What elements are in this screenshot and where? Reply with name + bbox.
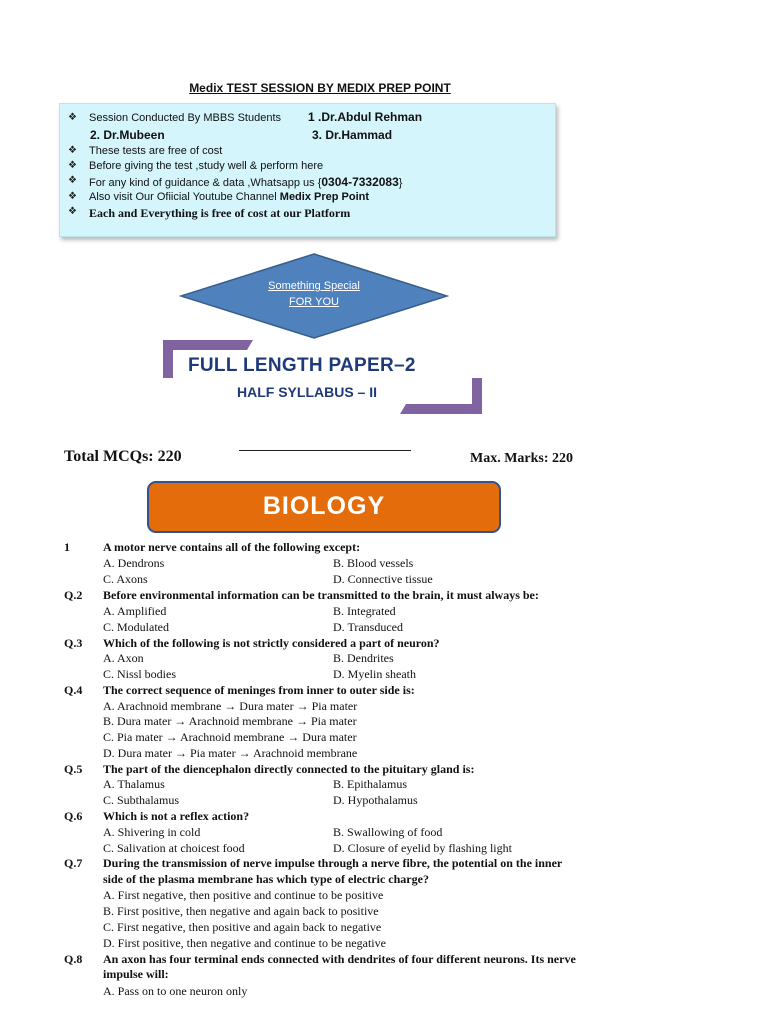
option-a: A. Shivering in cold [103,825,201,839]
question-number: Q.4 [64,683,83,697]
option-d: D. Closure of eyelid by flashing light [333,841,512,855]
option-d: D. Connective tissue [333,572,433,586]
bullet-icon: ❖ [68,112,77,123]
bullet-icon: ❖ [68,175,77,186]
special-line-2: FOR YOU [289,296,339,308]
option-c: C. Subthalamus [103,793,180,807]
option-d: D. Transduced [333,620,404,634]
question-text: The part of the diencephalon directly connected to the pituitary gland is: [103,762,475,776]
bullet-icon: ❖ [68,206,77,217]
special-line-1: Something Special [268,280,360,292]
session-title: Medix TEST SESSION BY MEDIX PREP POINT [189,81,451,95]
option-d: D. Hypothalamus [333,793,418,807]
question-text-continued: impulse will: [103,967,169,981]
corner-decoration-right [400,378,484,414]
bullet-icon: ❖ [68,191,77,202]
info-text-1: Session Conducted By MBBS Students [89,112,281,124]
option-a: A. First negative, then positive and continue to be positive [103,888,384,902]
subject-banner: BIOLOGY [147,481,501,533]
paper-title: FULL LENGTH PAPER–2 [188,355,416,376]
doctor-name-3: 3. Dr.Hammad [312,128,393,142]
info-box: ❖ Session Conducted By MBBS Students 1 .Dr.Abdul Rehman 2. Dr.Mubeen 3. Dr.Hammad ❖ These tests are free of cost ❖ Before giving the test ,study well & perform here ❖ For any kind of guidance & data ,Whatsapp us {0304-7332083} ❖ Also visit Our Ofiicial Youtube Channel Medix Prep Point ❖ Each and Everything is free of cost at our Platform [59,103,556,237]
option-a: A. Thalamus [103,777,165,791]
option-b: B. Epithalamus [333,777,407,791]
question-text: During the transmission of nerve impulse through a nerve fibre, the potential on the inner [103,856,563,870]
option-c: C. Nissl bodies [103,667,177,681]
option-b: B. Swallowing of food [333,825,443,839]
doctor-name-1: 1 .Dr.Abdul Rehman [308,110,423,124]
youtube-channel: Medix Prep Point [279,191,370,203]
option-a: A. Pass on to one neuron only [103,984,248,998]
option-b: B. Dendrites [333,651,394,665]
option-c: C. Salivation at choicest food [103,841,245,855]
question-number: Q.3 [64,636,83,650]
question-text: The correct sequence of meninges from inner to outer side is: [103,683,415,697]
option-c: C. First negative, then positive and again back to negative [103,920,382,934]
option-d: D. Myelin sheath [333,667,416,681]
total-mcqs: Total MCQs: 220 [64,448,182,465]
option-b: B. Dura mater → Arachnoid membrane → Pia mater [103,714,357,728]
option-d: D. First positive, then negative and continue to be negative [103,936,386,950]
whatsapp-number: 0304-7332083 [321,175,399,189]
option-b: B. Blood vessels [333,556,414,570]
question-number: Q.7 [64,856,83,870]
question-number: Q.5 [64,762,83,776]
option-c: C. Pia mater → Arachnoid membrane → Dura mater [103,730,357,744]
question-text: Before environmental information can be transmitted to the brain, it must always be: [103,588,539,602]
bullet-icon: ❖ [68,160,77,171]
option-c: C. Axons [103,572,148,586]
option-a: A. Arachnoid membrane → Dura mater → Pia mater [103,699,358,713]
question-text-continued: side of the plasma membrane has which type of electric charge? [103,872,429,886]
bullet-icon: ❖ [68,145,77,156]
option-a: A. Amplified [103,604,167,618]
option-a: A. Dendrons [103,556,165,570]
doctor-name-2: 2. Dr.Mubeen [90,128,165,142]
question-number: Q.6 [64,809,83,823]
option-b: B. Integrated [333,604,396,618]
option-d: D. Dura mater → Pia mater → Arachnoid membrane [103,746,358,760]
question-text: Which is not a reflex action? [103,809,250,823]
question-number: Q.2 [64,588,83,602]
max-marks: Max. Marks: 220 [470,451,574,466]
option-c: C. Modulated [103,620,169,634]
option-a: A. Axon [103,651,144,665]
question-text: An axon has four terminal ends connected with dendrites of four different neurons. Its nerve [103,952,576,966]
paper-subtitle: HALF SYLLABUS – II [237,384,378,400]
question-number: Q.8 [64,952,83,966]
question-text: A motor nerve contains all of the following except: [103,540,361,554]
question-text: Which of the following is not strictly considered a part of neuron? [103,636,440,650]
question-number: 1 [64,540,70,554]
option-b: B. First positive, then negative and again back to positive [103,904,379,918]
divider-line [239,450,411,451]
